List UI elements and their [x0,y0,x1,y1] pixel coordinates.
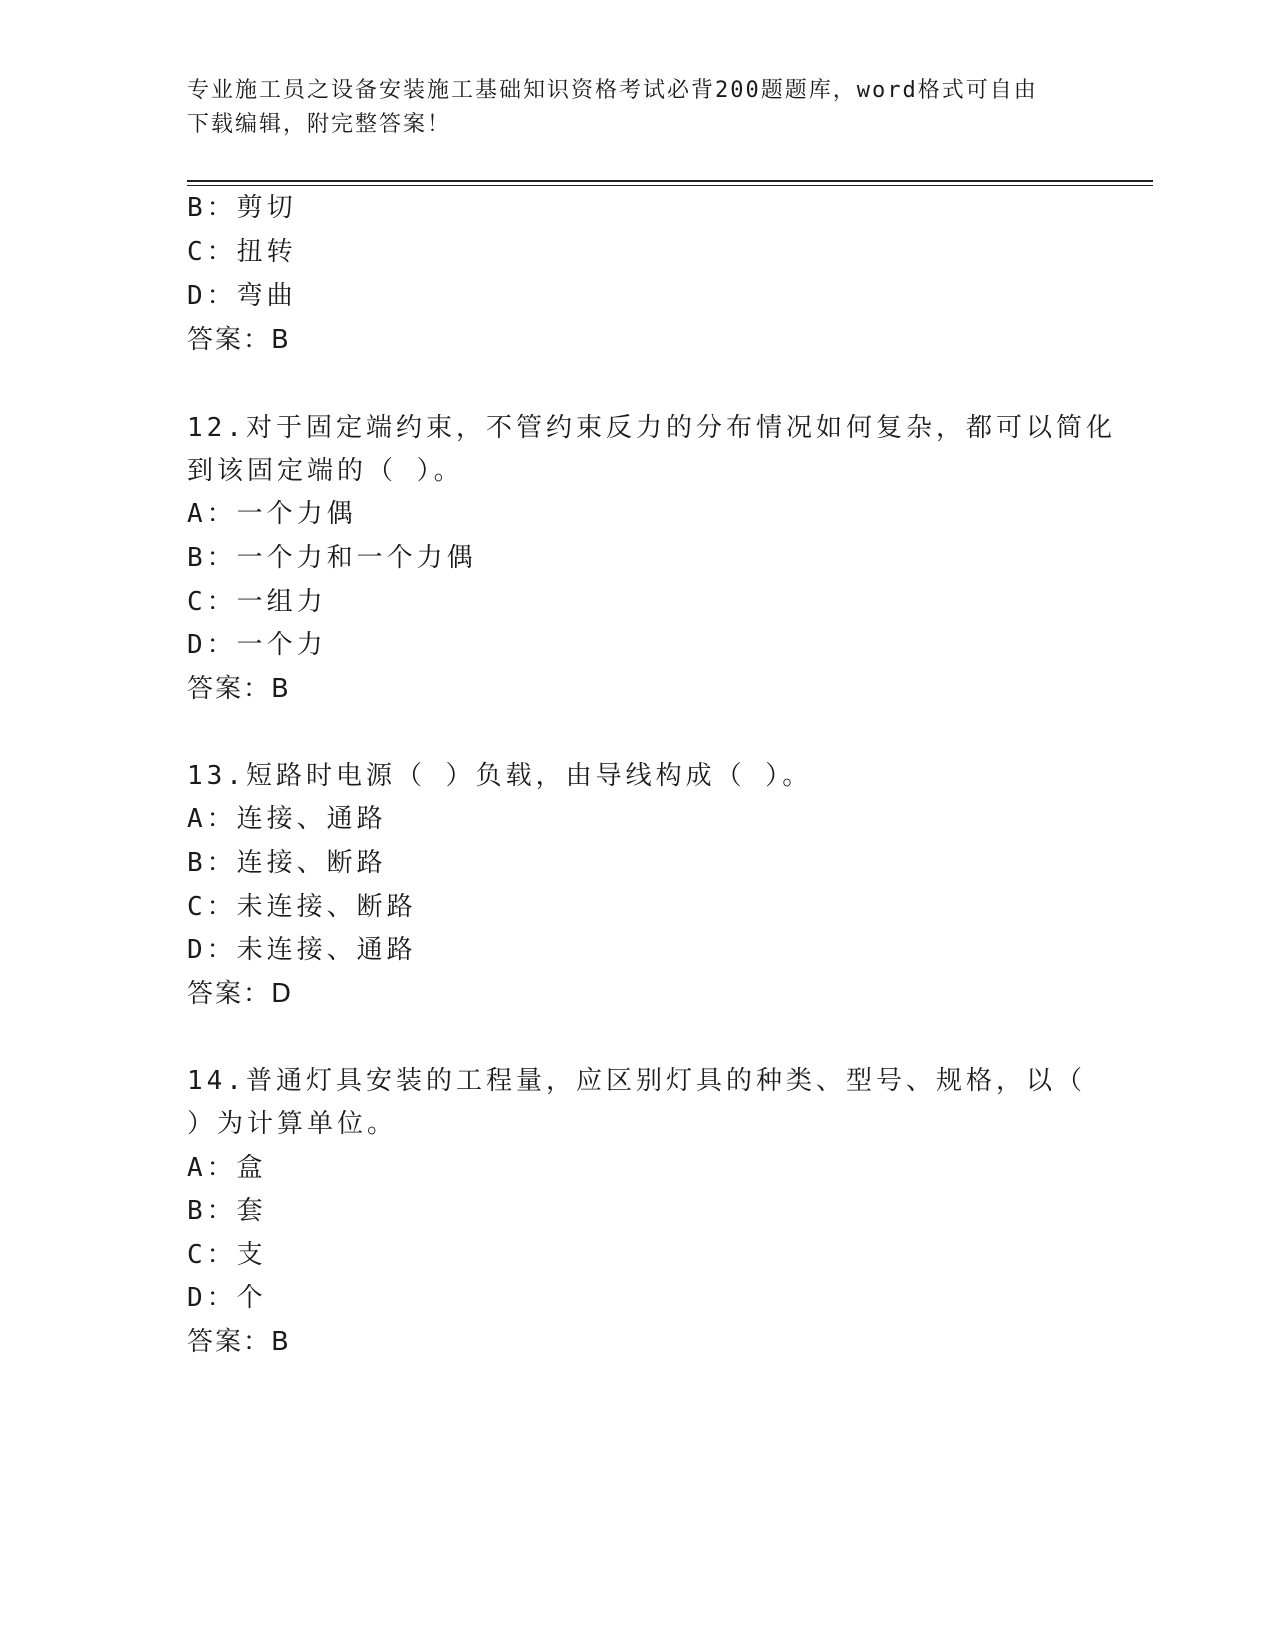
q13-option-d: D：未连接、通路 [187,935,417,965]
document-header [187,74,1087,142]
q12-answer: 答案：B [187,674,291,704]
q12-stem-line-1: 12.对于固定端约束，不管约束反力的分布情况如何复杂，都可以简化 [187,413,1116,443]
header-divider-thin [187,185,1153,186]
q13-option-a: A：连接、通路 [187,804,387,834]
q11-option-d: D：弯曲 [187,281,297,311]
q13-answer: 答案：D [187,979,294,1009]
q14-option-c: C：支 [187,1240,267,1270]
q14-option-a: A：盒 [187,1153,267,1183]
q14-answer: 答案：B [187,1327,291,1357]
q12-stem-line-2: 到该固定端的（ ）。 [187,456,464,486]
q12-option-b: B：一个力和一个力偶 [187,543,477,573]
q11-answer: 答案：B [187,325,291,355]
q14-stem-line-1: 14.普通灯具安装的工程量，应区别灯具的种类、型号、规格，以（ [187,1066,1086,1096]
header-divider-thick [187,180,1153,182]
q12-option-a: A：一个力偶 [187,499,357,529]
q14-option-d: D：个 [187,1283,267,1313]
q13-option-c: C：未连接、断路 [187,892,417,922]
header-title-line-1: 专业施工员之设备安装施工基础知识资格考试必背200题题库，word格式可自由 [187,78,1038,103]
q14-stem-line-2: ）为计算单位。 [187,1109,398,1139]
q11-option-c: C：扭转 [187,237,297,267]
q13-stem-line-1: 13.短路时电源（ ）负载，由导线构成（ ）。 [187,761,813,791]
header-title-line-2: 下载编辑，附完整答案！ [187,112,452,137]
q11-option-b: B：剪切 [187,193,297,223]
q14-option-b: B：套 [187,1196,267,1226]
q13-option-b: B：连接、断路 [187,848,387,878]
q12-option-d: D：一个力 [187,630,327,660]
q12-option-c: C：一组力 [187,587,327,617]
